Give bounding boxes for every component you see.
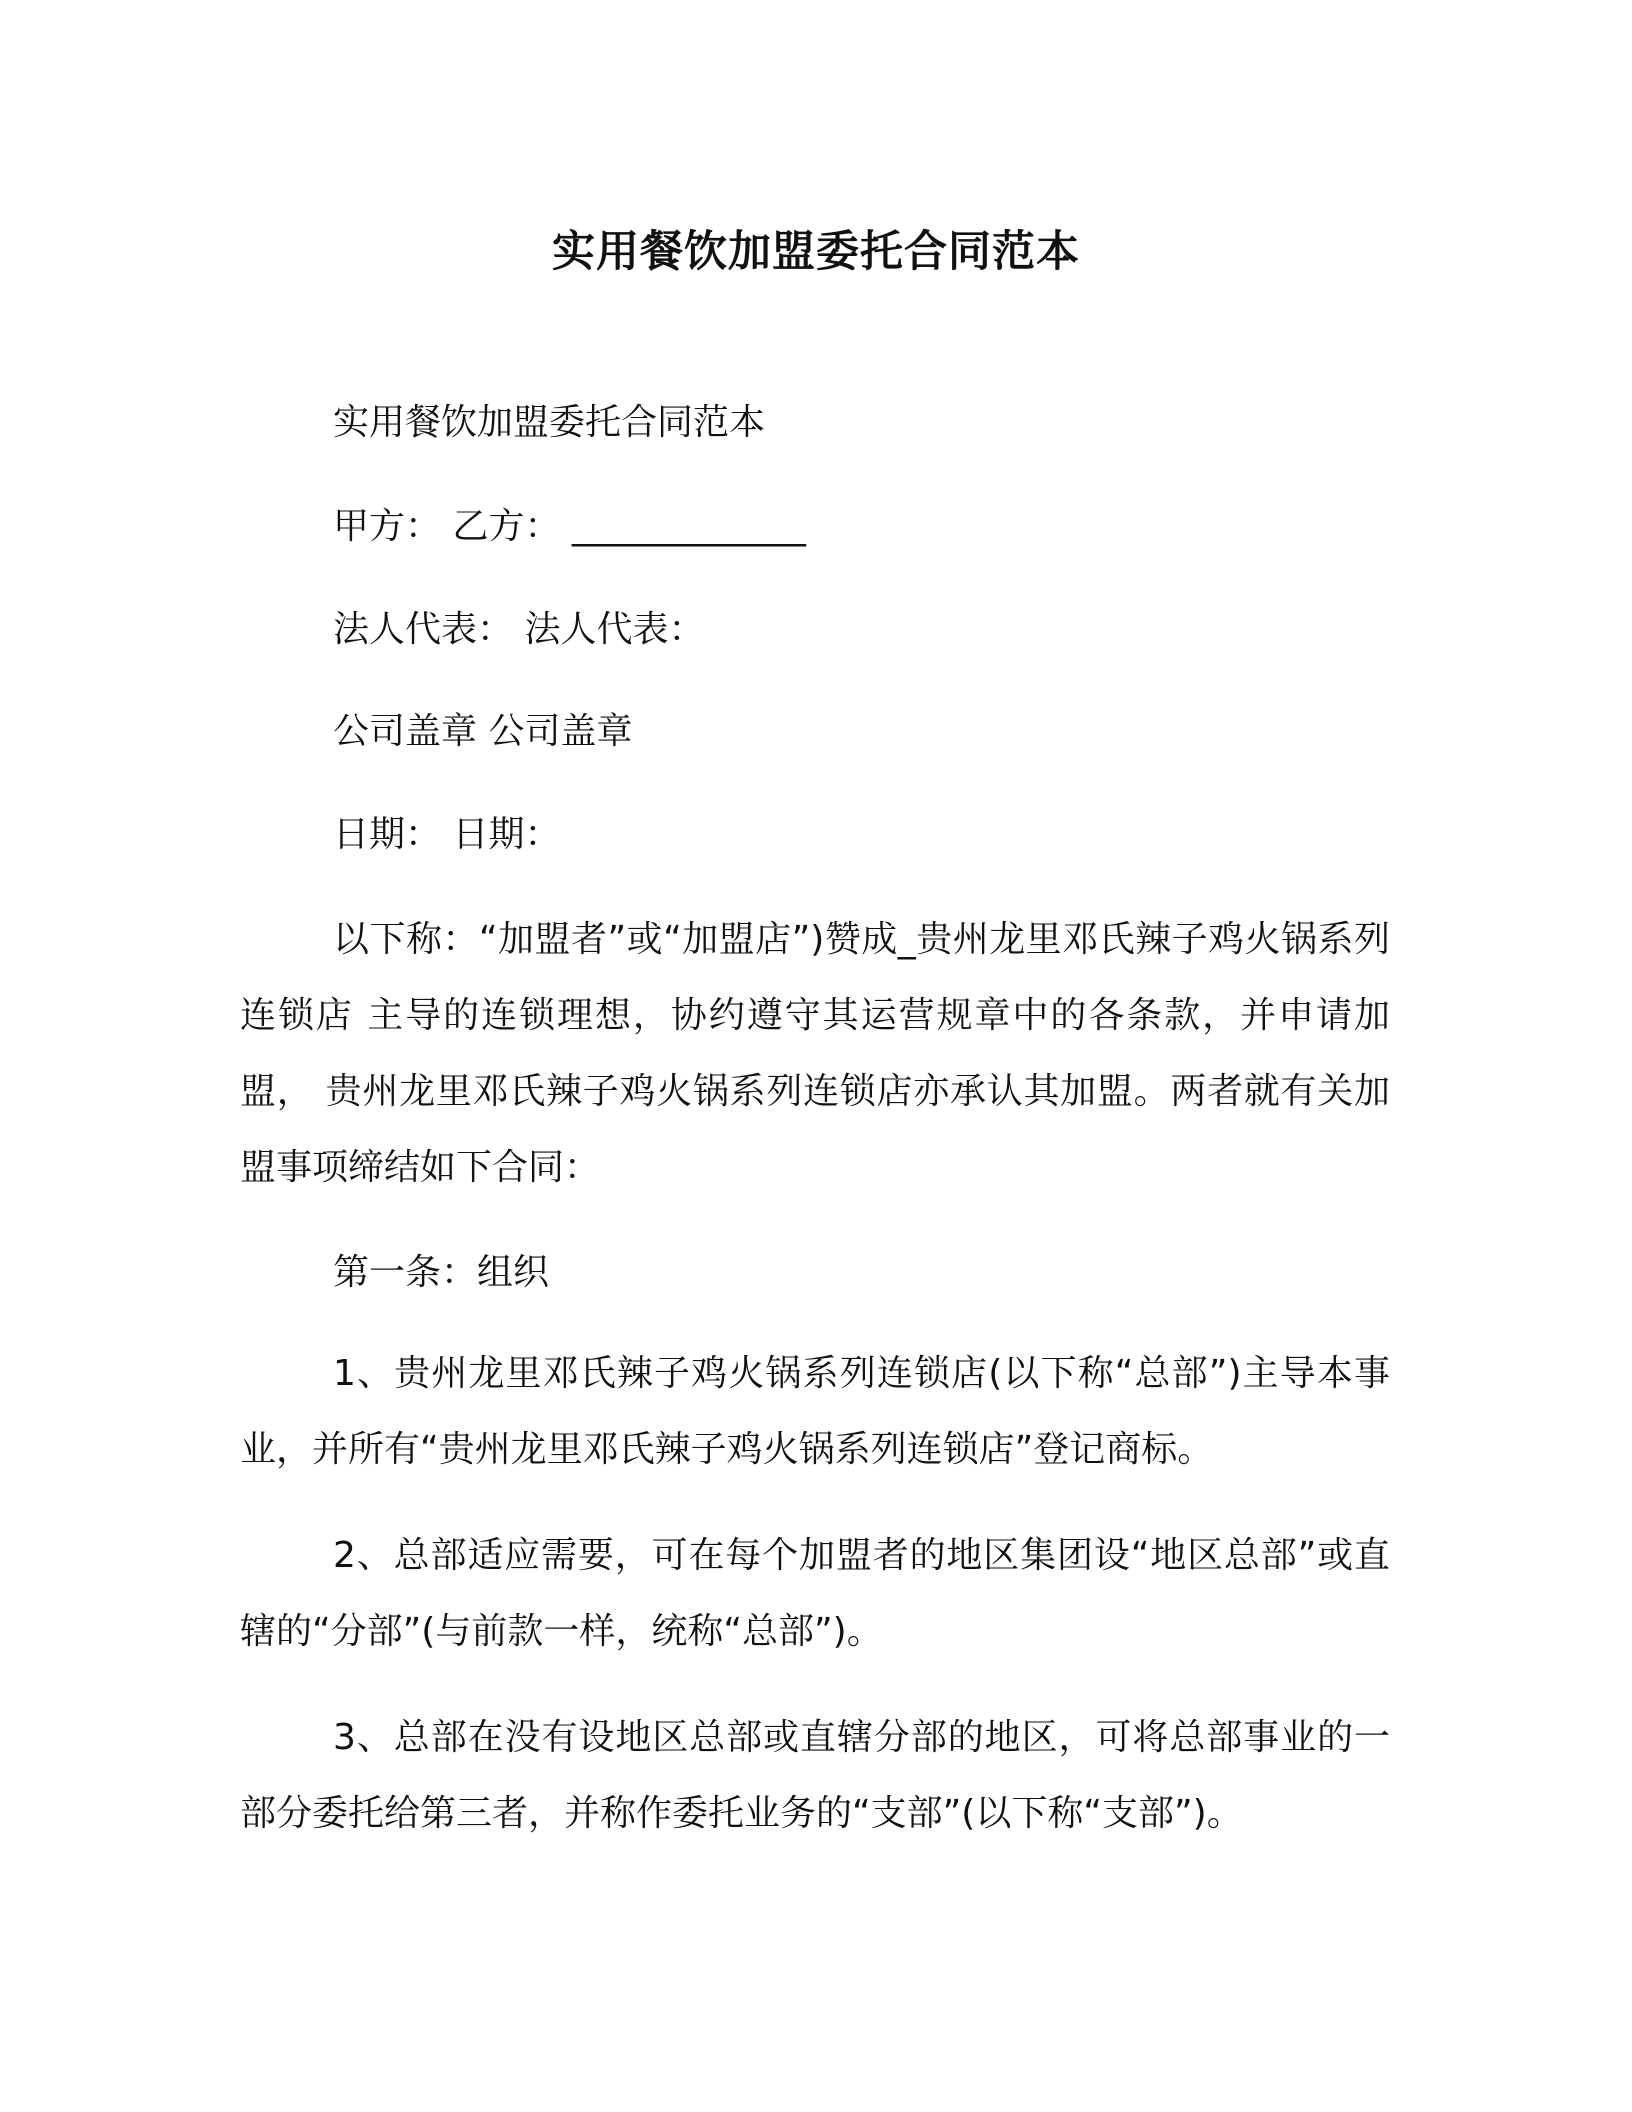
subtitle-line: 实用餐饮加盟委托合同范本 bbox=[333, 402, 766, 443]
legal-representative-line: 法人代表： 法人代表： bbox=[333, 609, 705, 650]
company-seal-line: 公司盖章 公司盖章 bbox=[333, 711, 633, 752]
clause-paragraph: 3、总部在没有设地区总部或直辖分部的地区，可将总部事业的一部分委托给第三者，并称作委托业务的“支部”(以下称“支部”)。 bbox=[240, 1717, 1390, 1834]
document-title: 实用餐饮加盟委托合同范本 bbox=[552, 227, 1080, 277]
clause-paragraph: 2、总部适应需要，可在每个加盟者的地区集团设“地区总部”或直辖的“分部”(与前款一样，统称“总部”)。 bbox=[240, 1535, 1390, 1652]
clause-paragraph: 1、贵州龙里邓氏辣子鸡火锅系列连锁店(以下称“总部”)主导本事业，并所有“贵州龙里邓氏辣子鸡火锅系列连锁店”登记商标。 bbox=[240, 1353, 1390, 1470]
date-line: 日期： 日期： bbox=[333, 814, 561, 855]
intro-paragraph: 以下称：“加盟者”或“加盟店”)赞成_贵州龙里邓氏辣子鸡火锅系列连锁店 主导的连锁理想，协约遵守其运营规章中的各条款，并申请加盟， 贵州龙里邓氏辣子鸡火锅系列连锁店亦承认其加盟。两者就有关加盟事项缔结如下合同： bbox=[240, 919, 1390, 1188]
article-heading: 第一条：组织 bbox=[333, 1252, 550, 1293]
party-line: 甲方： 乙方： _____________ bbox=[333, 506, 806, 547]
